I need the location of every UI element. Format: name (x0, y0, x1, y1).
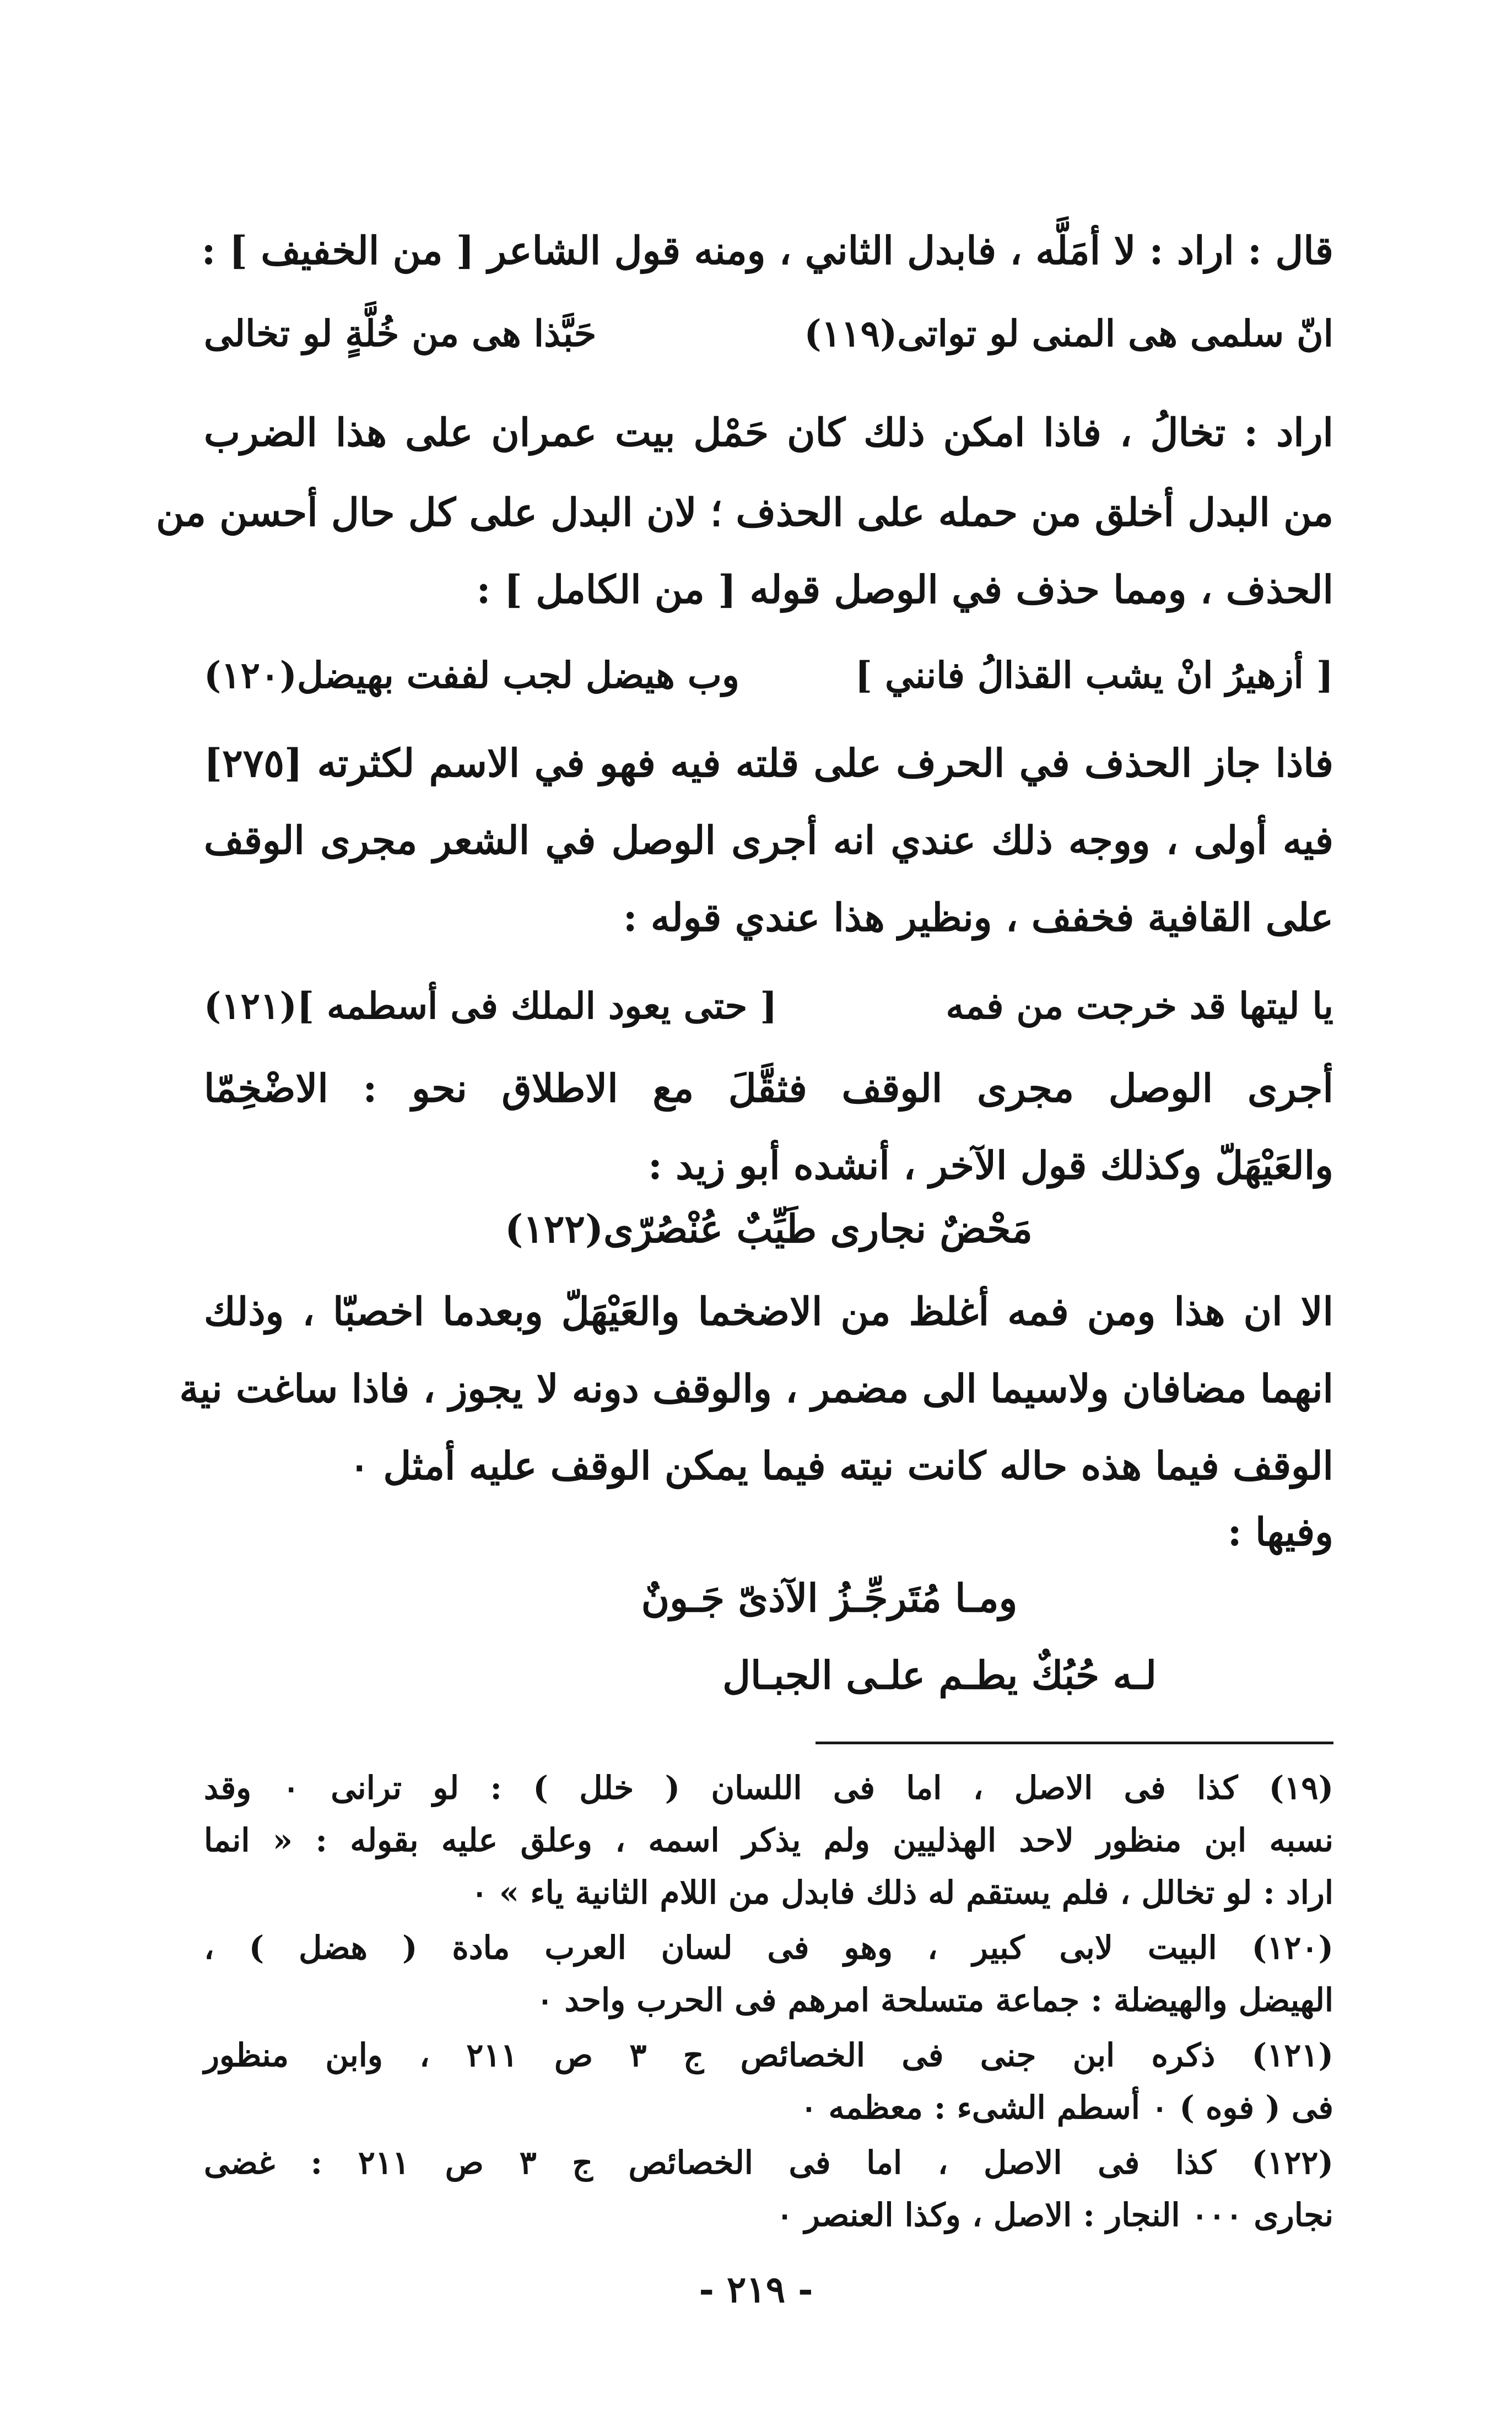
rajaz-line-1: ومـا مُتَرجِّـزُ الآذىّ جَـونٌ (641, 1575, 1018, 1621)
page-number: - ٢١٩ - (699, 2268, 813, 2311)
footnote-line-3: اراد : لو تخالل ، فلم يستقم له ذلك فابدل من اللام الثانية ياء » ٠ (471, 1874, 1333, 1911)
footnote-line-5: الهيضل والهيضلة : جماعة متسلحة امرهم فى الحرب واحد ٠ (536, 1981, 1333, 2019)
text-line-8: أجرى الوصل مجرى الوقف فثقَّلَ مع الاطلاق نحو : الاضْخِمّا (204, 1065, 1333, 1111)
text-line-3: من البدل أخلق من حمله على الحذف ؛ لان البدل على كل حال أحسن من (156, 489, 1333, 535)
footnote-line-1: (١٩) كذا فى الاصل ، اما فى اللسان ( خلل ) : لو ترانى ٠ وقد (204, 1769, 1334, 1807)
text-line-4: الحذف ، ومما حذف في الوصل قوله [ من الكامل ] : (476, 567, 1333, 612)
text-line-2: اراد : تخالُ ، فاذا امكن ذلك كان حَمْل بيت عمران على هذا الضرب (204, 409, 1333, 455)
verse-2 (204, 645, 1333, 705)
rajaz-line-2: لـه حُبُكٌ يطـم علـى الجبـال (722, 1652, 1157, 1698)
footnote-line-9: نجارى ٠٠٠ النجار : الاصل ، وكذا العنصر ٠ (776, 2196, 1333, 2234)
verse-1-first-hemistich: انّ سلمى هى المنى لو تواتى(١١٩) (804, 312, 1333, 355)
verse-3-first-hemistich: يا ليتها قد خرجت من فمه (946, 984, 1333, 1027)
footnote-line-4: (١٢٠) البيت لابى كبير ، وهو فى لسان العرب مادة ( هضل ) ، (204, 1929, 1333, 1966)
verse-1 (204, 303, 1333, 364)
text-line-10: الا ان هذا ومن فمه أغلظ من الاضخما والعَيْهَلّ وبعدما اخصبّا ، وذلك (204, 1289, 1333, 1334)
text-line-1: قال : اراد : لا أمَلَّه ، فابدل الثاني ، ومنه قول الشاعر [ من الخفيف ] : (201, 228, 1333, 273)
text-line-5: فاذا جاز الحذف في الحرف على قلته فيه فهو في الاسم لكثرته [٢٧٥] (204, 740, 1333, 786)
text-line-6: فيه أولى ، ووجه ذلك عندي انه أجرى الوصل في الشعر مجرى الوقف (204, 817, 1333, 863)
text-line-11: انهما مضافان ولاسيما الى مضمر ، والوقف دونه لا يجوز ، فاذا ساغت نية (179, 1366, 1333, 1411)
footnote-separator (816, 1742, 1333, 1744)
footnote-line-6: (١٢١) ذكره ابن جنى فى الخصائص ج ٣ ص ٢١١ ، وابن منظور (204, 2036, 1333, 2074)
verse-4: مَحْضٌ نجارى طَيِّبٌ عُنْصُرّى(١٢٢) (505, 1206, 1033, 1252)
main-text (156, 0, 1334, 2431)
verse-2-first-hemistich: [ أزهيرُ انْ يشب القذالُ فانني ] (855, 654, 1333, 697)
verse-3 (204, 975, 1333, 1036)
text-line-7: على القافية فخفف ، ونظير هذا عندي قوله : (623, 894, 1333, 940)
text-line-12: الوقف فيما هذه حاله كانت نيته فيما يمكن الوقف عليه أمثل ٠ (349, 1443, 1333, 1489)
verse-3-second-hemistich: [ حتى يعود الملك فى أسطمه ](١٢١) (204, 984, 777, 1027)
footnote-line-7: فى ( فوه ) ٠ أسطم الشىء : معظمه ٠ (800, 2089, 1333, 2126)
verse-1-second-hemistich: حَبَّذا هى من خُلَّةٍ لو تخالى (204, 312, 597, 355)
text-line-9: والعَيْهَلّ وكذلك قول الآخر ، أنشده أبو زيد : (647, 1142, 1333, 1188)
text-line-13: وفيها : (1227, 1509, 1333, 1555)
footnote-line-2: نسبه ابن منظور لاحد الهذليين ولم يذكر اسمه ، وعلق عليه بقوله : « انما (204, 1821, 1333, 1859)
verse-2-second-hemistich: وب هيضل لجب لففت بهيضل(١٢٠) (204, 654, 739, 697)
footnote-line-8: (١٢٢) كذا فى الاصل ، اما فى الخصائص ج ٣ ص ٢١١ : غضى (204, 2144, 1333, 2181)
